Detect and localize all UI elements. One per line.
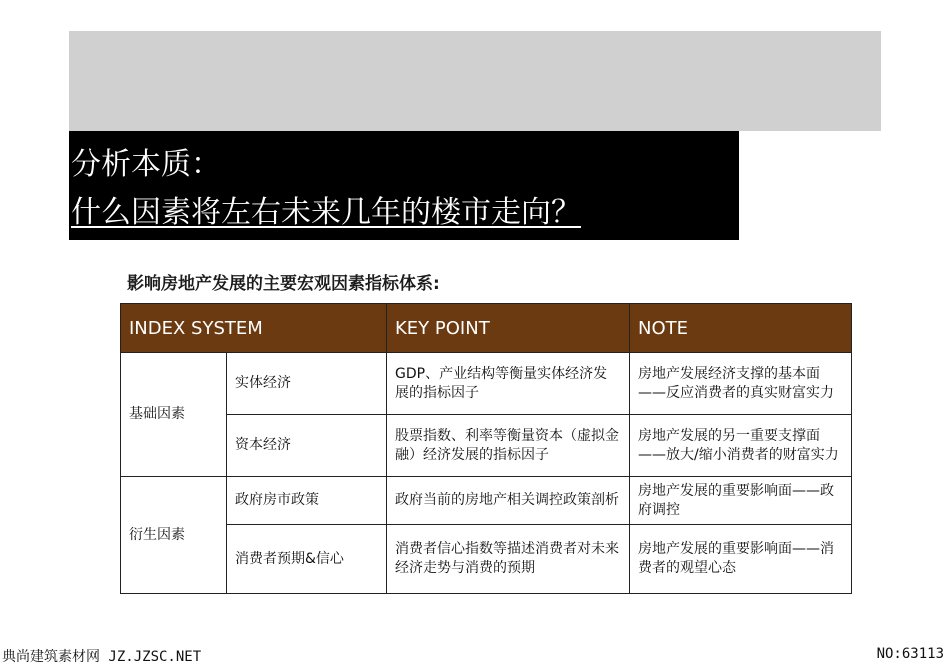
section-subtitle: 影响房地产发展的主要宏观因素指标体系: <box>127 274 440 294</box>
header-key-point: KEY POINT <box>387 304 630 353</box>
item-cell: 资本经济 <box>227 415 387 477</box>
category-cell: 衍生因素 <box>121 477 227 594</box>
key-point-cell: 消费者信心指数等描述消费者对未来经济走势与消费的预期 <box>387 525 630 594</box>
note-cell: 房地产发展的另一重要支撑面——放大/缩小消费者的财富实力 <box>630 415 852 477</box>
note-cell: 房地产发展经济支撑的基本面——反应消费者的真实财富实力 <box>630 353 852 415</box>
table-row <box>121 477 852 525</box>
key-point-cell: 股票指数、利率等衡量资本（虚拟金融）经济发展的指标因子 <box>387 415 630 477</box>
index-system-table <box>120 303 852 594</box>
image-number: NO:63113 <box>876 646 944 662</box>
category-cell: 基础因素 <box>121 353 227 477</box>
table-row <box>121 415 852 477</box>
title-banner <box>69 131 739 240</box>
header-index-system: INDEX SYSTEM <box>121 304 387 353</box>
title-line-1: 分析本质： <box>71 147 221 182</box>
note-cell: 房地产发展的重要影响面——政府调控 <box>630 477 852 525</box>
item-cell: 消费者预期&信心 <box>227 525 387 594</box>
item-cell: 政府房市政策 <box>227 477 387 525</box>
table-row <box>121 353 852 415</box>
note-cell: 房地产发展的重要影响面——消费者的观望心态 <box>630 525 852 594</box>
item-cell: 实体经济 <box>227 353 387 415</box>
header-note: NOTE <box>630 304 852 353</box>
key-point-cell: 政府当前的房地产相关调控政策剖析 <box>387 477 630 525</box>
table-row <box>121 525 852 594</box>
title-line-2: 什么因素将左右未来几年的楼市走向？ <box>71 195 581 230</box>
key-point-cell: GDP、产业结构等衡量实体经济发展的指标因子 <box>387 353 630 415</box>
table-header-row <box>121 304 852 353</box>
watermark-text: 典尚建筑素材网 JZ.JZSC.NET <box>2 649 202 665</box>
